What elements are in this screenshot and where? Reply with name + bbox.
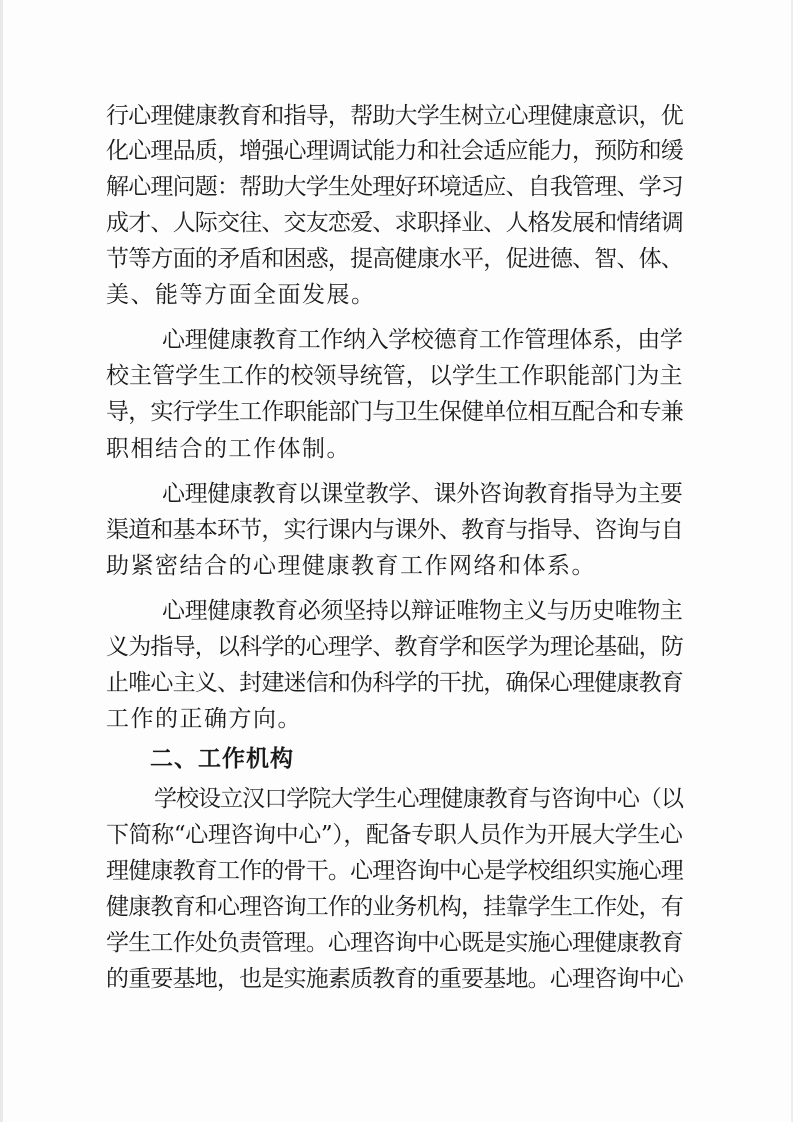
paragraph-start-line: 心理健康教育工作纳入学校德育工作管理体系，由学 (162, 327, 683, 353)
text-line: 学生工作处负责管理。心理咨询中心既是实施心理健康教育 (106, 930, 684, 956)
text-line: 成才、人际交往、交友恋爱、求职择业、人格发展和情绪调 (106, 210, 684, 236)
text-line: 理健康教育工作的骨干。心理咨询中心是学校组织实施心理 (106, 858, 684, 884)
text-line: 职相结合的工作体制。 (106, 436, 351, 462)
text-line: 校主管学生工作的校领导统管，以学生工作职能部门为主 (106, 363, 683, 389)
text-line: 导，实行学生工作职能部门与卫生保健单位相互配合和专兼 (106, 399, 684, 425)
text-line: 工作的正确方向。 (106, 706, 302, 732)
text-line: 行心理健康教育和指导，帮助大学生树立心理健康意识，优 (106, 103, 684, 129)
text-line: 下简称“心理咨询中心”），配备专职人员作为开展大学生心 (106, 822, 683, 848)
paragraph-start-line: 心理健康教育以课堂教学、课外咨询教育指导为主要 (162, 481, 683, 507)
text-line: 化心理品质，增强心理调试能力和社会适应能力，预防和缓 (106, 138, 684, 164)
text-line: 美、能等方面全面发展。 (106, 282, 376, 308)
paragraph-start-line: 心理健康教育必须坚持以辩证唯物主义与历史唯物主 (162, 598, 683, 624)
text-line: 的重要基地，也是实施素质教育的重要基地。心理咨询中心 (106, 966, 684, 992)
scan-edge-left (0, 0, 3, 1122)
text-line: 解心理问题：帮助大学生处理好环境适应、自我管理、学习 (106, 174, 684, 200)
text-line: 止唯心主义、封建迷信和伪科学的干扰，确保心理健康教育 (106, 670, 684, 696)
section-heading: 二、工作机构 (150, 746, 294, 772)
text-line: 健康教育和心理咨询工作的业务机构，挂靠学生工作处，有 (106, 894, 684, 920)
text-line: 助紧密结合的心理健康教育工作网络和体系。 (106, 553, 596, 579)
paragraph-start-line: 学校设立汉口学院大学生心理健康教育与咨询中心（以 (154, 786, 684, 812)
text-line: 渠道和基本环节，实行课内与课外、教育与指导、咨询与自 (106, 517, 684, 543)
text-line: 节等方面的矛盾和困惑，提高健康水平，促进德、智、体、 (106, 246, 684, 272)
text-line: 义为指导，以科学的心理学、教育学和医学为理论基础，防 (106, 634, 684, 660)
